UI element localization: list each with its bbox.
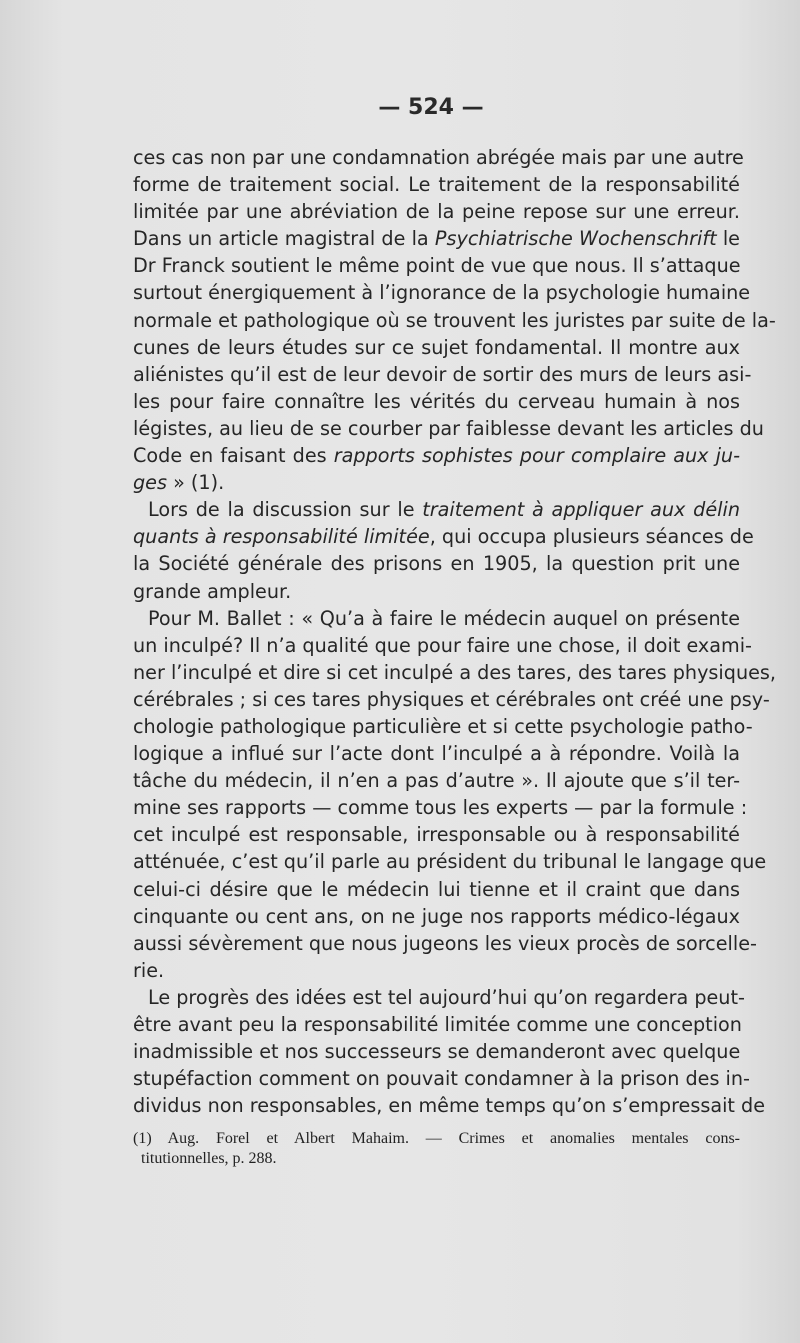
text-line: [133, 469, 740, 496]
text-line: [133, 578, 740, 605]
text-run: forme de traitement social. Le traitement de la responsabilité: [133, 173, 740, 197]
text-line: [133, 550, 740, 577]
italic-text: ges: [133, 471, 167, 495]
text-line: [133, 442, 740, 469]
text-line: [133, 605, 740, 632]
italic-text: Psychiatrische Wochenschrift: [434, 227, 717, 251]
text-run: celui-ci désire que le médecin lui tienne et il craint que dans: [133, 877, 740, 901]
text-line: [133, 1038, 740, 1065]
text-run: inadmissible et nos successeurs se demanderont avec quelque: [133, 1040, 741, 1064]
text-run: tâche du médecin, il n’en a pas d’autre ». Il ajoute que s’il ter-: [133, 769, 740, 793]
text-line: [133, 252, 740, 279]
text-line: [133, 388, 740, 415]
text-run: les pour faire connaître les vérités du cerveau humain à nos: [133, 389, 740, 413]
text-line: [133, 144, 744, 171]
text-run: logique a influé sur l’acte dont l’inculpé a à répondre. Voilà la: [133, 742, 740, 766]
text-line: [133, 740, 740, 767]
text-run: Lors de la discussion sur le: [148, 498, 423, 522]
text-line: [133, 713, 753, 740]
text-run: chologie pathologique particulière et si cette psychologie patho-: [133, 714, 753, 738]
text-run: cérébrales ; si ces tares physiques et cérébrales ont créé une psy-: [133, 687, 770, 711]
paragraph: [133, 984, 766, 1119]
footnote: [133, 1129, 740, 1169]
text-run: grande ampleur.: [133, 579, 292, 603]
paragraph: [133, 605, 777, 984]
paragraph: [133, 144, 776, 496]
text-run: ces cas non par une condamnation abrégée mais par une autre: [133, 146, 744, 169]
italic-text: rapports sophistes pour complaire aux ju-: [333, 444, 741, 468]
text-line: [133, 957, 740, 984]
text-run: cinquante ou cent ans, on ne juge nos rapports médico-légaux: [133, 904, 740, 928]
text-line: [133, 794, 748, 821]
text-run: aliénistes qu’il est de leur devoir de sortir des murs de leurs asi-: [133, 362, 752, 386]
text-line: [133, 1011, 740, 1038]
text-line: [133, 415, 764, 442]
footnote-line: titutionnelles, p. 288.: [141, 1150, 277, 1167]
text-run: Code en faisant des: [133, 444, 334, 468]
text-run: Le progrès des idées est tel aujourd’hui qu’on regardera peut-: [148, 985, 745, 1009]
text-line: [133, 334, 740, 361]
text-run: mine ses rapports — comme tous les experts — par la formule :: [133, 796, 748, 820]
text-line: [133, 361, 752, 388]
paragraph: [133, 496, 754, 604]
text-run: cunes de leurs études sur ce sujet fondamental. Il montre aux: [133, 335, 740, 359]
text-line: [133, 523, 754, 550]
text-run: stupéfaction comment on pouvait condamner à la prison des in-: [133, 1067, 750, 1091]
text-line: [133, 225, 740, 252]
text-line: [133, 659, 777, 686]
text-line: [133, 198, 740, 225]
text-line: [133, 984, 745, 1011]
text-run: rie.: [133, 958, 165, 982]
text-line: [133, 903, 740, 930]
text-run: limitée par une abréviation de la peine repose sur une erreur.: [133, 200, 740, 224]
text-run: dividus non responsables, en même temps qu’on s’empressait de: [133, 1094, 766, 1118]
text-run: surtout énergiquement à l’ignorance de la psychologie humaine: [133, 281, 751, 305]
text-run: normale et pathologique où se trouvent les juristes par suite de la-: [133, 308, 776, 332]
text-run: être avant peu la responsabilité limitée comme une conception: [133, 1013, 742, 1036]
text-run: la Société générale des prisons en 1905, la question prit une: [133, 552, 740, 576]
text-line: [133, 171, 740, 198]
text-line: [133, 307, 776, 334]
text-line: [133, 1065, 750, 1092]
body-text: [133, 144, 777, 1119]
text-run: cet inculpé est responsable, irresponsable ou à responsabilité: [133, 823, 740, 847]
text-line: [133, 632, 752, 659]
text-run: aussi sévèrement que nous jugeons les vieux procès de sorcelle-: [133, 931, 757, 955]
text-run: , qui occupa plusieurs séances de: [429, 525, 754, 549]
text-run: un inculpé? Il n’a qualité que pour faire une chose, il doit exami-: [133, 633, 752, 657]
text-run: Dr Franck soutient le même point de vue que nous. Il s’attaque: [133, 254, 741, 278]
text-line: [133, 767, 740, 794]
text-line: [133, 848, 767, 875]
text-run: ner l’inculpé et dire si cet inculpé a des tares, des tares physiques,: [133, 660, 777, 684]
text-run: le: [716, 227, 740, 251]
text-run: Pour M. Ballet : « Qu’a à faire le médecin auquel on présente: [148, 606, 740, 630]
text-run: Dans un article magistral de la: [133, 227, 435, 251]
page-number: — 524 —: [378, 95, 484, 120]
text-run: » (1).: [166, 471, 225, 495]
italic-text: traitement à appliquer aux délin: [422, 498, 740, 522]
text-line: [133, 821, 740, 848]
text-line: [133, 686, 770, 713]
text-line: [133, 1092, 766, 1119]
text-line: [133, 876, 740, 903]
footnote-line: (1) Aug. Forel et Albert Mahaim. — Crimes et anomalies mentales cons-: [133, 1130, 740, 1147]
text-run: légistes, au lieu de se courber par faiblesse devant les articles du: [133, 416, 764, 440]
text-line: [133, 279, 751, 306]
italic-text: quants à responsabilité limitée: [133, 525, 430, 549]
text-run: atténuée, c’est qu’il parle au président du tribunal le langage que: [133, 850, 767, 874]
text-line: [133, 496, 740, 523]
text-line: [133, 930, 757, 957]
